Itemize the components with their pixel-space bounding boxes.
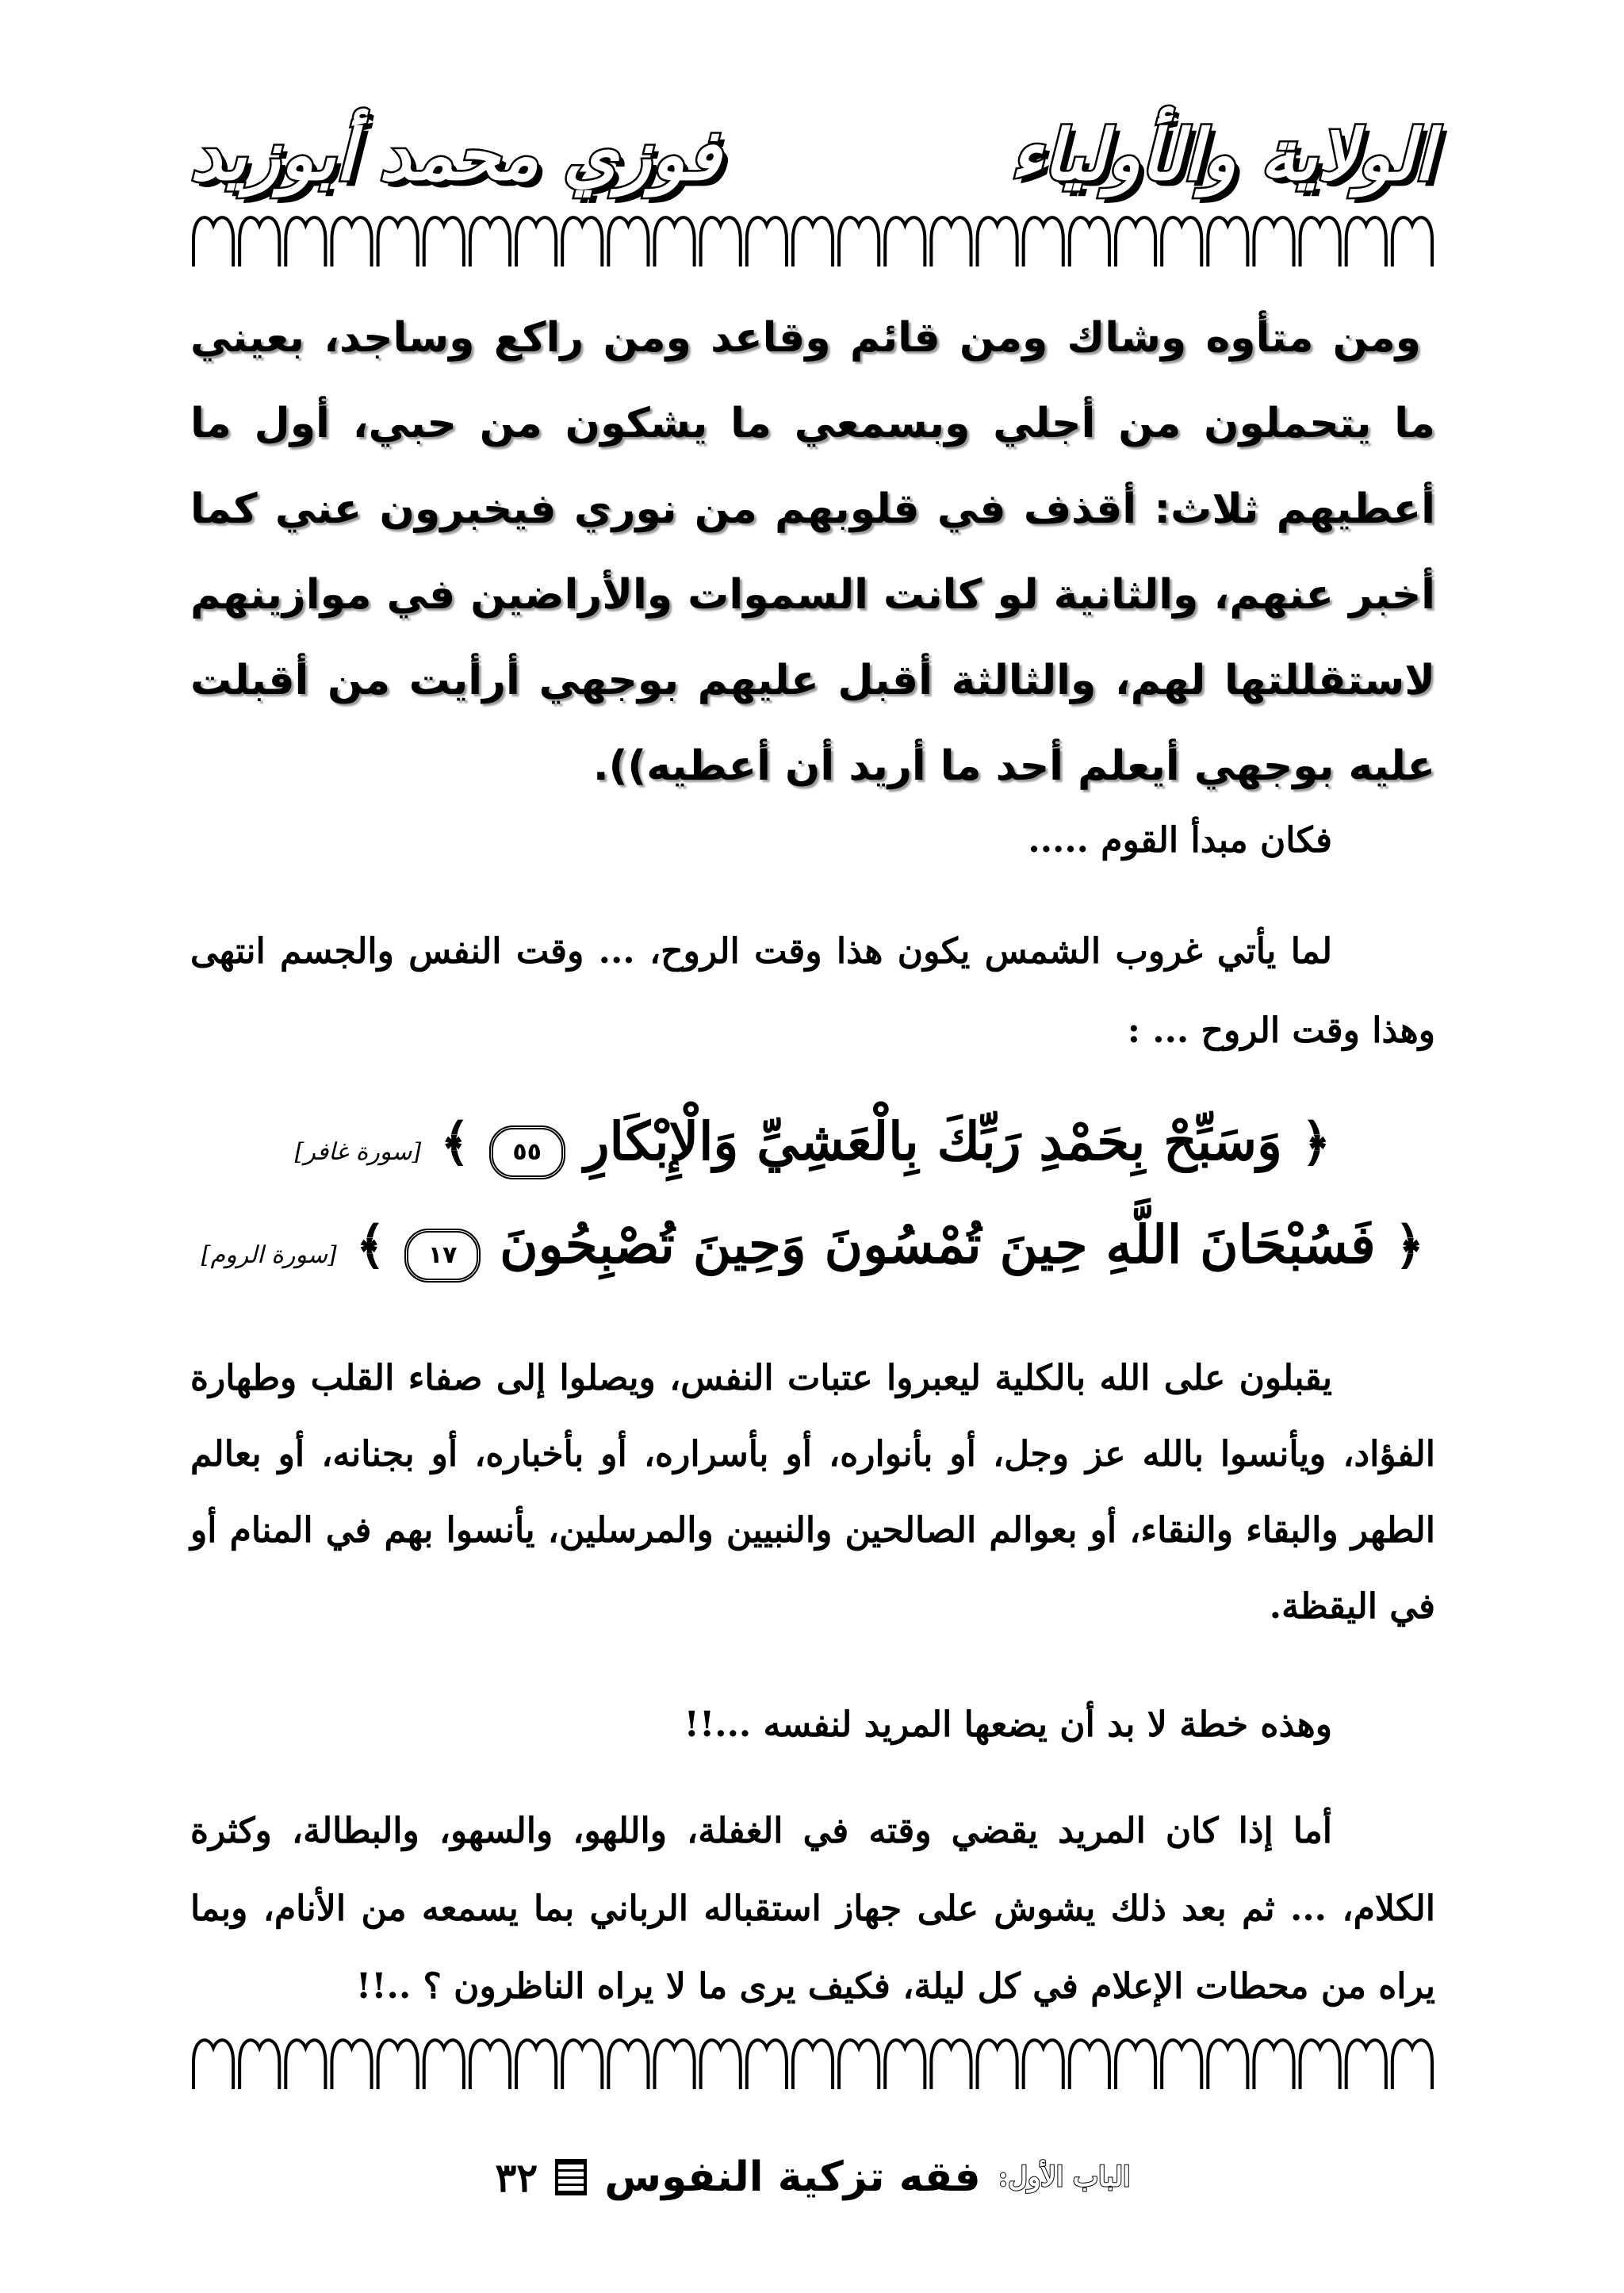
ornament-arch bbox=[608, 217, 648, 266]
ornament-arch bbox=[239, 2040, 279, 2089]
verse-close-bracket: ﴾ bbox=[355, 1216, 386, 1275]
body-line-2: وهذه خطة لا بد أن يضعها المريد لنفسه ...!! bbox=[684, 1704, 1332, 1745]
body-line-1: فكان مبدأ القوم ..... bbox=[1028, 820, 1332, 861]
verse-open-bracket: ﴿ bbox=[1300, 1113, 1331, 1172]
ornament-arch bbox=[331, 217, 371, 266]
body-paragraph-3: أما إذا كان المريد يقضي وقته في الغفلة، واللهو، والسهو، والبطالة، وكثرة الكلام، ... ثم بعد ذلك يشوش على جهاز استقباله الرباني بما يسمعه من الأنام، وبما يراه من محطات الإعلام في كل ليلة، فكيف يرى ما لا يراه الناظرون ؟ ..!! bbox=[190, 1811, 1435, 2007]
ornament-arch bbox=[424, 217, 464, 266]
body-paragraph-2: يقبلون على الله بالكلية ليعبروا عتبات النفس، ويصلوا إلى صفاء القلب وطهارة الفؤاد، ويأنسوا بالله عز وجل، أو بأنواره، أو بأسراره، أو بأخباره، أو بجنانه، أو بعالم الطهر والبقاء والنقاء، أو بعوالم الصالحين والنبيين والمرسلين، يأنسوا بهم في المنام أو في اليقظة. bbox=[190, 1358, 1435, 1627]
ornament-arch bbox=[285, 217, 325, 266]
ornament-arch bbox=[1070, 2040, 1109, 2089]
ornament-arch bbox=[1208, 217, 1247, 266]
ornament-arch bbox=[608, 2040, 648, 2089]
ornament-arch bbox=[1116, 217, 1155, 266]
page-number: ٣٢ bbox=[495, 2153, 538, 2201]
top-ornament-border bbox=[190, 208, 1435, 271]
page-header bbox=[190, 95, 1434, 214]
ornament-arch bbox=[1346, 2040, 1386, 2089]
ornament-arch bbox=[1392, 217, 1432, 266]
quran-verse-1 bbox=[190, 1110, 1435, 1179]
ornament-arch bbox=[285, 2040, 325, 2089]
ornament-arch bbox=[1070, 217, 1109, 266]
ornament-arch bbox=[516, 2040, 556, 2089]
author-name: فوزي محمد أبوزيد bbox=[190, 113, 721, 196]
ornament-arch bbox=[562, 2040, 602, 2089]
ornament-arch bbox=[239, 217, 279, 266]
book-icon bbox=[555, 2159, 587, 2195]
ornament-arch bbox=[378, 217, 418, 266]
book-title: الولاية والأولياء bbox=[1010, 113, 1434, 196]
ornament-arch bbox=[1392, 2040, 1432, 2089]
ornament-arch bbox=[839, 217, 879, 266]
quran-verse-2 bbox=[190, 1214, 1435, 1283]
ornament-arch bbox=[1116, 2040, 1155, 2089]
chapter-label: الباب الأول: bbox=[998, 2161, 1131, 2193]
ornament-arch bbox=[193, 217, 233, 266]
bold-quote-paragraph: ومن متأوه وشاك ومن قائم وقاعد ومن راكع وساجد، بعيني ما يتحملون من أجلي وبسمعي ما يشكون من حبي، أول ما أعطيهم ثلاث: أقذف في قلوبهم من نوري فيخبرون عني كما أخبر عنهم، والثانية لو كانت السموات والأراضين في موازينهم لاستقللتها لهم، والثالثة أقبل عليهم بوجهي أرأيت من أقبلت عليه بوجهي أيعلم أحد ما أريد أن أعطيه)). bbox=[190, 314, 1435, 790]
ornament-arch bbox=[701, 2040, 741, 2089]
ornament-arch bbox=[1300, 2040, 1340, 2089]
bottom-ornament-border bbox=[190, 2030, 1435, 2094]
ornament-arch bbox=[1024, 217, 1063, 266]
ornament-arch bbox=[978, 2040, 1017, 2089]
ornament-arch bbox=[193, 2040, 233, 2089]
ornament-arch bbox=[470, 217, 510, 266]
ornament-arch bbox=[516, 217, 556, 266]
ornament-arch bbox=[1254, 2040, 1293, 2089]
ornament-arch bbox=[885, 217, 925, 266]
ornament-arch bbox=[1162, 2040, 1201, 2089]
ornament-arch bbox=[747, 217, 787, 266]
body-paragraph-1: لما يأتي غروب الشمس يكون هذا وقت الروح، ... وقت النفس والجسم انتهى وهذا وقت الروح ... : bbox=[190, 931, 1435, 1051]
chapter-title: فقه تزكية النفوس bbox=[604, 2153, 981, 2201]
ornament-arch bbox=[839, 2040, 879, 2089]
ornament-arch bbox=[793, 2040, 833, 2089]
ornament-arch bbox=[654, 2040, 694, 2089]
ornament-arch bbox=[701, 217, 741, 266]
verse-text: فَسُبْحَانَ اللَّهِ حِينَ تُمْسُونَ وَحِينَ تُصْبِحُونَ bbox=[500, 1214, 1376, 1275]
ornament-arch bbox=[470, 2040, 510, 2089]
ornament-arch bbox=[793, 217, 833, 266]
page-footer bbox=[190, 2142, 1435, 2213]
ornament-arch bbox=[978, 217, 1017, 266]
verse-open-bracket: ﴿ bbox=[1394, 1216, 1425, 1275]
verse-number-marker: ١٧ bbox=[404, 1229, 481, 1283]
verse-reference: [سورة الروم] bbox=[201, 1241, 337, 1269]
verse-reference: [سورة غافر] bbox=[294, 1138, 422, 1166]
verse-number-marker: ٥٥ bbox=[489, 1125, 565, 1179]
ornament-arch bbox=[1024, 2040, 1063, 2089]
ornament-arch bbox=[1208, 2040, 1247, 2089]
ornament-arch bbox=[1162, 217, 1201, 266]
ornament-arch bbox=[378, 2040, 418, 2089]
ornament-arch bbox=[331, 2040, 371, 2089]
ornament-arch bbox=[747, 2040, 787, 2089]
verse-text: وَسَبِّحْ بِحَمْدِ رَبِّكَ بِالْعَشِيِّ وَالْإِبْكَارِ bbox=[584, 1110, 1282, 1172]
ornament-arch bbox=[654, 217, 694, 266]
ornament-arch bbox=[885, 2040, 925, 2089]
verse-close-bracket: ﴾ bbox=[440, 1113, 470, 1172]
ornament-arch bbox=[424, 2040, 464, 2089]
ornament-arch bbox=[1254, 217, 1293, 266]
ornament-arch bbox=[931, 2040, 971, 2089]
ornament-arch bbox=[1346, 217, 1386, 266]
ornament-arch bbox=[931, 217, 971, 266]
ornament-arch bbox=[1300, 217, 1340, 266]
ornament-arch bbox=[562, 217, 602, 266]
